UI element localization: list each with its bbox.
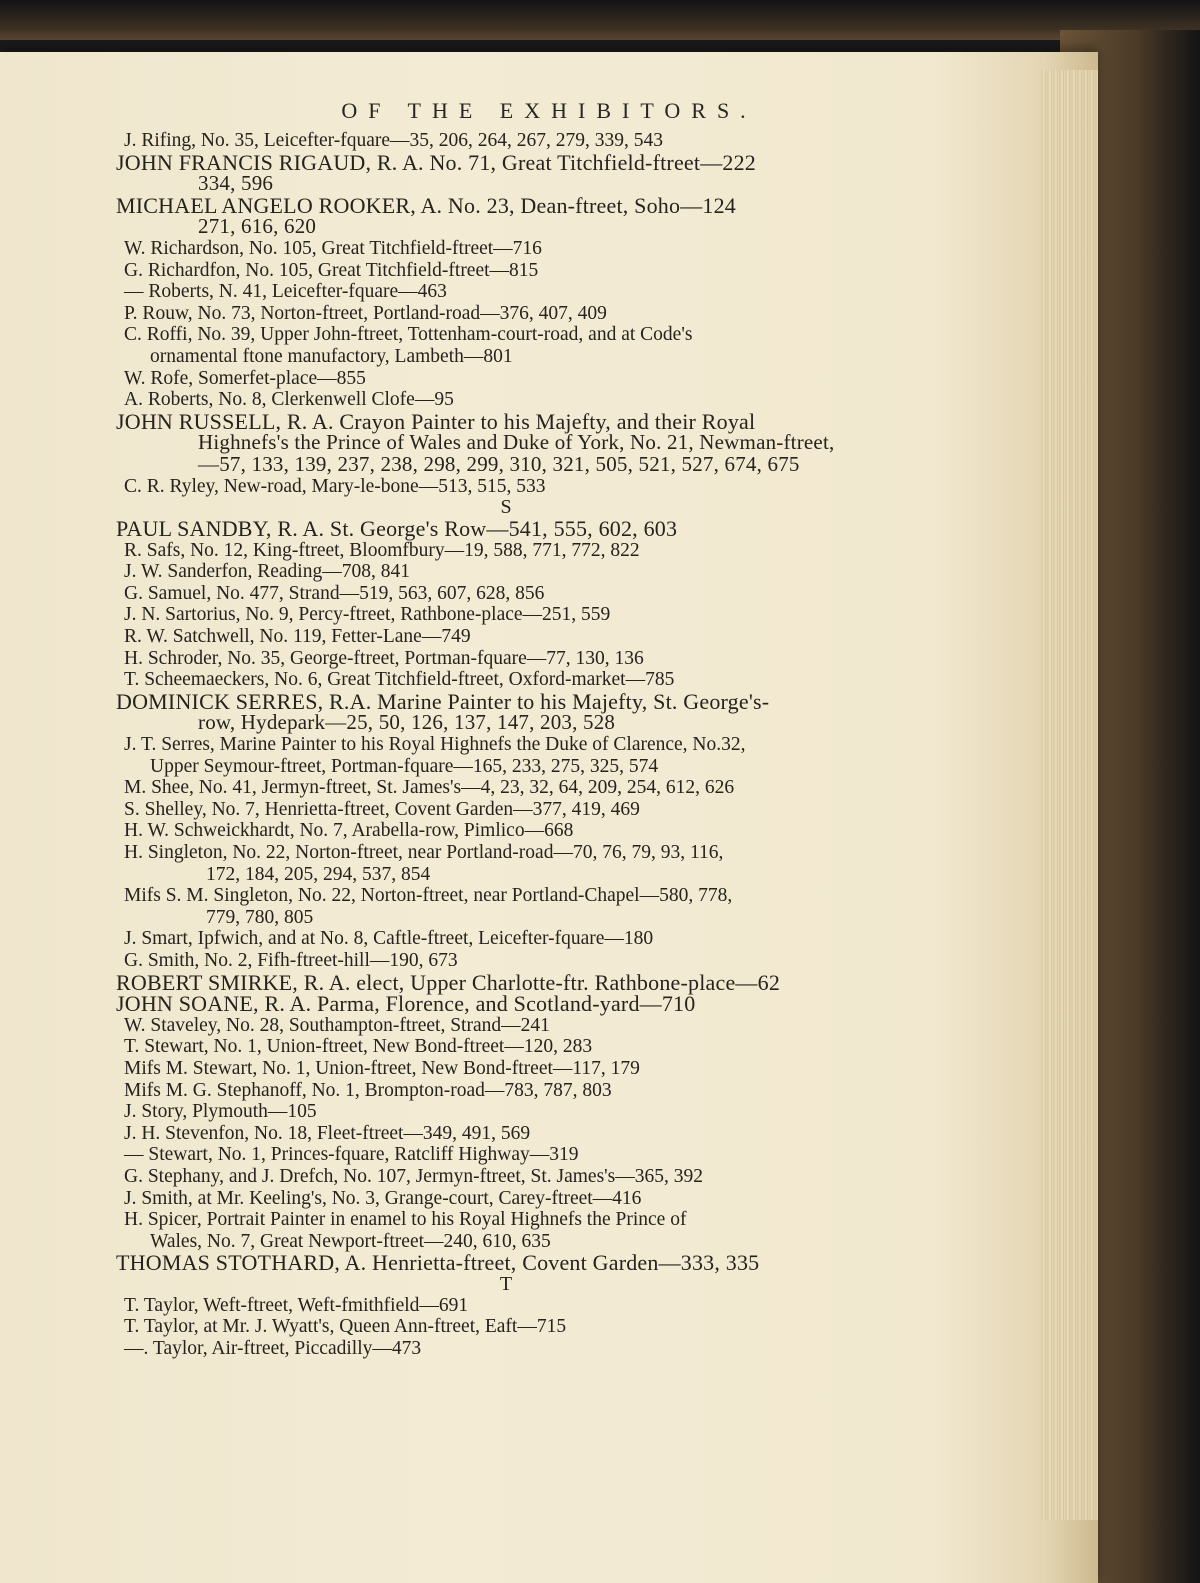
entry-line: Mifs M. Stewart, No. 1, Union-ftreet, New Bond-ftreet—117, 179 <box>124 1057 640 1079</box>
entry-line: J. Smith, at Mr. Keeling's, No. 3, Grange-court, Carey-ftreet—416 <box>124 1187 642 1209</box>
entry-line: JOHN FRANCIS RIGAUD, R. A. No. 71, Great Titchfield-ftreet—222 <box>116 149 756 175</box>
entry-continuation: —57, 133, 139, 237, 238, 298, 299, 310, 321, 505, 521, 527, 674, 675 <box>198 451 800 476</box>
entry-continuation: Upper Seymour-ftreet, Portman-fquare—165, 233, 275, 325, 574 <box>150 755 659 777</box>
entry-line: H. Schroder, No. 35, George-ftreet, Portman-fquare—77, 130, 136 <box>124 647 644 669</box>
exhibitor-entry <box>116 1080 836 1102</box>
entry-line: J. W. Sanderfon, Reading—708, 841 <box>124 561 410 583</box>
exhibitor-entry <box>116 734 836 777</box>
exhibitor-entry <box>116 885 836 928</box>
entry-line: ROBERT SMIRKE, R. A. elect, Upper Charlotte-ftr. Rathbone-place—62 <box>116 969 781 995</box>
exhibitor-entry <box>116 540 836 562</box>
entry-line: R. W. Satchwell, No. 119, Fetter-Lane—749 <box>124 626 471 648</box>
exhibitor-entry <box>116 518 836 540</box>
exhibitor-entry <box>116 1338 836 1360</box>
exhibitor-entry <box>116 192 836 239</box>
exhibitor-entry <box>116 777 836 799</box>
entry-line: W. Richardson, No. 105, Great Titchfield-ftreet—716 <box>124 237 542 259</box>
entry-line: M. Shee, No. 41, Jermyn-ftreet, St. James's—4, 23, 32, 64, 209, 254, 612, 626 <box>124 777 735 799</box>
section-letter: T <box>499 1272 513 1295</box>
exhibitor-entry <box>116 476 836 498</box>
entry-line: Mifs M. G. Stephanoff, No. 1, Brompton-road—783, 787, 803 <box>124 1079 612 1101</box>
entry-line: MICHAEL ANGELO ROOKER, A. No. 23, Dean-ftreet, Soho—124 <box>116 192 737 218</box>
book-cover-top <box>0 0 1200 40</box>
entry-continuation: 271, 616, 620 <box>198 214 317 239</box>
entry-line: C. Roffi, No. 39, Upper John-ftreet, Tottenham-court-road, and at Code's <box>124 324 693 346</box>
exhibitor-entry <box>116 1209 836 1252</box>
entry-continuation: ornamental ftone manufactory, Lambeth—801 <box>150 345 513 367</box>
exhibitor-entry <box>116 626 836 648</box>
entry-line: W. Rofe, Somerfet-place—855 <box>124 367 366 389</box>
entry-continuation: 779, 780, 805 <box>206 906 314 928</box>
exhibitor-entry <box>116 1101 836 1123</box>
entry-line: — Stewart, No. 1, Princes-fquare, Ratcliff Highway—319 <box>124 1144 579 1166</box>
entry-line: G. Smith, No. 2, Fifh-ftreet-hill—190, 673 <box>124 949 458 971</box>
exhibitor-entry <box>116 408 836 476</box>
exhibitor-entry <box>116 1036 836 1058</box>
exhibitor-entry <box>116 1123 836 1145</box>
entry-continuation: row, Hydepark—25, 50, 126, 137, 147, 203, 528 <box>198 710 616 735</box>
entry-line: H. W. Schweickhardt, No. 7, Arabella-row, Pimlico—668 <box>124 820 574 842</box>
entry-line: T. Taylor, Weft-ftreet, Weft-fmithfield—691 <box>124 1294 469 1316</box>
exhibitor-entry <box>116 950 836 972</box>
page-fore-edge <box>1040 70 1098 1520</box>
exhibitor-entry <box>116 238 836 260</box>
entry-line: Mifs S. M. Singleton, No. 22, Norton-ftreet, near Portland-Chapel—580, 778, <box>124 885 733 907</box>
exhibitor-entry <box>116 688 836 735</box>
entry-line: JOHN RUSSELL, R. A. Crayon Painter to his Majefty, and their Royal <box>116 408 756 434</box>
entry-line: G. Richardfon, No. 105, Great Titchfield-ftreet—815 <box>124 259 539 281</box>
running-head: OF THE EXHIBITORS. <box>341 98 757 123</box>
entry-line: R. Safs, No. 12, King-ftreet, Bloomfbury—19, 588, 771, 772, 822 <box>124 539 640 561</box>
entry-continuation: Wales, No. 7, Great Newport-ftreet—240, 610, 635 <box>150 1230 551 1252</box>
entry-line: J. Rifing, No. 35, Leicefter-fquare—35, 206, 264, 267, 279, 339, 543 <box>124 130 664 151</box>
exhibitor-entry <box>116 1188 836 1210</box>
exhibitor-entry <box>116 604 836 626</box>
entry-line: A. Roberts, No. 8, Clerkenwell Clofe—95 <box>124 389 454 411</box>
exhibitor-entry <box>116 583 836 605</box>
entry-line: DOMINICK SERRES, R.A. Marine Painter to his Majefty, St. George's- <box>116 688 770 714</box>
entry-line: JOHN SOANE, R. A. Parma, Florence, and Scotland-yard—710 <box>116 991 696 1017</box>
exhibitor-entry <box>116 928 836 950</box>
section-letter: S <box>500 496 512 519</box>
exhibitor-entry <box>116 389 836 411</box>
entry-line: T. Stewart, No. 1, Union-ftreet, New Bond-ftreet—120, 283 <box>124 1036 593 1058</box>
entry-line: J. T. Serres, Marine Painter to his Royal Highnefs the Duke of Clarence, No.32, <box>124 734 746 756</box>
exhibitor-entry <box>116 1144 836 1166</box>
exhibitor-entry <box>116 130 836 152</box>
entry-line: T. Taylor, at Mr. J. Wyatt's, Queen Ann-ftreet, Eaft—715 <box>124 1316 567 1338</box>
entry-line: — Roberts, N. 41, Leicefter-fquare—463 <box>124 281 447 303</box>
exhibitor-entry <box>116 1316 836 1338</box>
exhibitor-entry <box>116 993 836 1015</box>
exhibitor-entry <box>116 260 836 282</box>
exhibitor-entry <box>116 1166 836 1188</box>
entry-line: C. R. Ryley, New-road, Mary-le-bone—513, 515, 533 <box>124 475 546 497</box>
exhibitor-entry <box>116 1252 836 1274</box>
exhibitor-entry <box>116 969 836 995</box>
exhibitor-entry <box>116 281 836 303</box>
exhibitor-list <box>116 130 836 1360</box>
entry-line: THOMAS STOTHARD, A. Henrietta-ftreet, Covent Garden—333, 335 <box>116 1250 760 1276</box>
entry-line: P. Rouw, No. 73, Norton-ftreet, Portland-road—376, 407, 409 <box>124 302 607 324</box>
exhibitor-entry <box>116 561 836 583</box>
entry-line: J. Story, Plymouth—105 <box>124 1101 317 1123</box>
entry-line: —. Taylor, Air-ftreet, Piccadilly—473 <box>124 1338 422 1360</box>
exhibitor-entry <box>116 820 836 842</box>
exhibitor-entry <box>116 324 836 367</box>
exhibitor-entry <box>116 799 836 821</box>
exhibitor-entry <box>116 149 836 196</box>
exhibitor-entry <box>116 648 836 670</box>
entry-line: G. Stephany, and J. Drefch, No. 107, Jermyn-ftreet, St. James's—365, 392 <box>124 1165 704 1187</box>
entry-line: PAUL SANDBY, R. A. St. George's Row—541, 555, 602, 603 <box>116 516 678 542</box>
entry-line: T. Scheemaeckers, No. 6, Great Titchfield-ftreet, Oxford-market—785 <box>124 669 675 691</box>
entry-line: H. Spicer, Portrait Painter in enamel to his Royal Highnefs the Prince of <box>124 1209 687 1231</box>
exhibitor-entry <box>116 669 836 691</box>
entry-line: H. Singleton, No. 22, Norton-ftreet, near Portland-road—70, 76, 79, 93, 116, <box>124 842 724 863</box>
entry-line: G. Samuel, No. 477, Strand—519, 563, 607, 628, 856 <box>124 582 545 604</box>
entry-line: J. H. Stevenfon, No. 18, Fleet-ftreet—349, 491, 569 <box>124 1122 531 1144</box>
exhibitor-entry <box>116 1015 836 1037</box>
exhibitor-entry <box>116 1295 836 1317</box>
entry-continuation: 172, 184, 205, 294, 537, 854 <box>206 863 431 885</box>
exhibitor-entry <box>116 1058 836 1080</box>
entry-line: W. Staveley, No. 28, Southampton-ftreet, Strand—241 <box>124 1014 550 1036</box>
exhibitor-entry <box>116 842 836 885</box>
entry-line: J. N. Sartorius, No. 9, Percy-ftreet, Rathbone-place—251, 559 <box>124 604 611 626</box>
entry-continuation: 334, 596 <box>198 171 274 196</box>
entry-line: J. Smart, Ipfwich, and at No. 8, Caftle-ftreet, Leicefter-fquare—180 <box>124 928 654 950</box>
entry-line: S. Shelley, No. 7, Henrietta-ftreet, Covent Garden—377, 419, 469 <box>124 798 640 820</box>
exhibitor-entry <box>116 368 836 390</box>
exhibitor-entry <box>116 303 836 325</box>
entry-continuation: Highnefs's the Prince of Wales and Duke of York, No. 21, Newman-ftreet, <box>198 430 835 455</box>
